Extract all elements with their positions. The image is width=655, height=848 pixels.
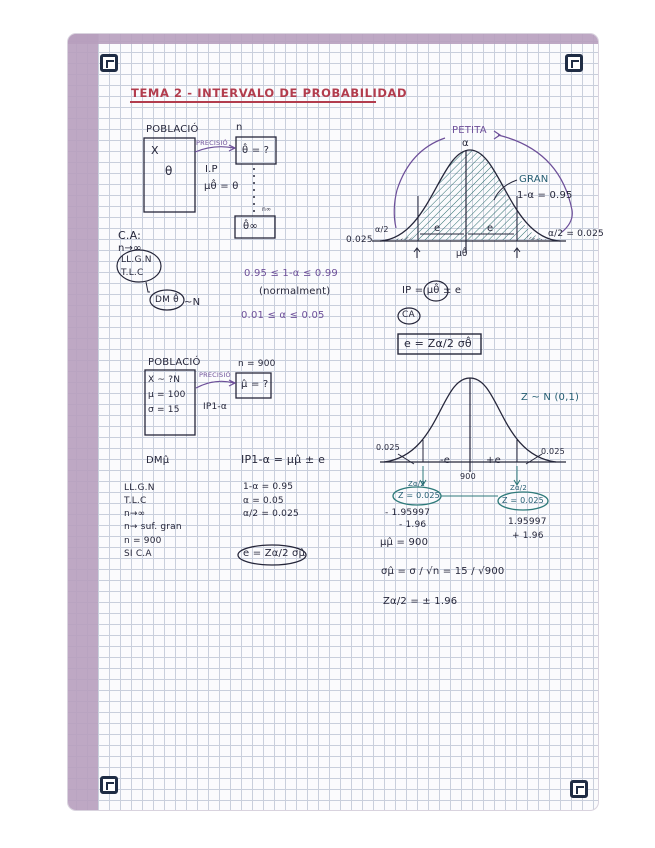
mu-label: μθ̂ xyxy=(456,249,468,259)
ip-formula-2: IP1-α = μμ̂ ± e xyxy=(241,453,326,466)
n-to-infinity: n→∞ xyxy=(118,243,142,254)
confidence-range: 0.95 ≤ 1-α ≤ 0.99 xyxy=(244,268,338,279)
alpha-half-left: α/2 xyxy=(375,225,389,234)
sample-size-900: n = 900 xyxy=(238,359,276,369)
population-theta: θ xyxy=(165,164,173,178)
left-z-value-2: - 1.96 xyxy=(399,520,427,530)
z-alpha-half-left: Zα/2 xyxy=(408,480,426,488)
sigma-formula: σμ̂ = σ / √n = 15 / √900 xyxy=(381,566,505,577)
z-distribution: Z ~ N (0,1) xyxy=(521,392,580,403)
x-distribution: X ~ ?N xyxy=(148,375,181,385)
normalment-note: (normalment) xyxy=(259,286,331,297)
right-z-value-2: + 1.96 xyxy=(512,531,544,541)
plus-e: +e xyxy=(486,455,501,466)
theta-infinity: θ̂∞ xyxy=(243,221,258,232)
ca-oval-label: CA xyxy=(402,310,415,320)
left-tail-0025: 0.025 xyxy=(376,443,400,452)
dm-theta-hat: DM θ̂ xyxy=(155,295,179,305)
population-x: X xyxy=(151,144,159,157)
ip-1-alpha: IP1-α xyxy=(203,402,227,412)
petita-label: PETITA xyxy=(452,125,487,136)
e-right: e xyxy=(487,223,494,234)
theta-hat-unknown: θ̂ = ? xyxy=(242,145,270,156)
center-900: 900 xyxy=(460,472,476,481)
left-tail-value: 0.025 xyxy=(346,235,373,245)
mu-100: μ = 100 xyxy=(148,390,186,400)
ip-label: I.P xyxy=(205,164,218,175)
llgn-label: LL.G.N xyxy=(121,255,152,265)
right-tail-value: α/2 = 0.025 xyxy=(548,229,604,239)
mu-hat-unknown: μ̂ = ? xyxy=(241,379,269,390)
n-infinity-label: n∞ xyxy=(262,206,272,213)
precisio-label: PRECISIÓ xyxy=(196,139,228,147)
sigma-15: σ = 15 xyxy=(148,405,180,415)
mu-theta-hat: μθ̂ = θ xyxy=(204,181,239,192)
poblacio-label: POBLACIÓ xyxy=(146,124,199,135)
ip-formula: IP = μθ̂ ± e xyxy=(402,285,462,296)
minus-e: -e xyxy=(440,455,451,466)
dm-mu-hat: DMμ̂ xyxy=(146,455,170,466)
left-z-value-1: - 1.95997 xyxy=(385,508,431,518)
alpha-label: α xyxy=(462,138,469,149)
e-formula-oval: e = Zα/2 σμ̂ xyxy=(243,548,306,559)
alpha-range: 0.01 ≤ α ≤ 0.05 xyxy=(241,310,325,321)
gran-label: GRAN xyxy=(519,174,549,185)
ca-label: C.A: xyxy=(118,229,142,242)
z-alpha-half-right: Zα/2 xyxy=(510,484,528,492)
list-n-suf-gran: n→ suf. gran xyxy=(124,522,182,532)
list-si-ca: SI C.A xyxy=(124,549,152,559)
tlc-label: T.L.C xyxy=(121,268,144,278)
list-tlc: T.L.C xyxy=(124,496,147,506)
z-right-value: Z = 0.025 xyxy=(502,496,544,505)
confidence-095: 1-α = 0.95 xyxy=(243,482,294,492)
precisio-label-2: PRECISIÓ xyxy=(199,371,231,379)
right-z-value-1: 1.95997 xyxy=(508,517,547,527)
list-n-900: n = 900 xyxy=(124,536,162,546)
alpha-half-0025: α/2 = 0.025 xyxy=(243,509,299,519)
list-n-infinity: n→∞ xyxy=(124,509,146,519)
z-left-value: Z = 0.025 xyxy=(398,491,440,500)
approx-normal: ~N xyxy=(184,297,201,308)
e-left: e xyxy=(434,223,441,234)
list-llgn: LL.G.N xyxy=(124,483,155,493)
page-title: TEMA 2 - INTERVALO DE PROBABILIDAD xyxy=(131,86,408,100)
poblacio-label-2: POBLACIÓ xyxy=(148,357,201,368)
alpha-005: α = 0.05 xyxy=(243,496,284,506)
one-minus-alpha: 1-α = 0.95 xyxy=(517,190,573,201)
sample-size-n: n xyxy=(236,122,243,133)
z-final: Zα/2 = ± 1.96 xyxy=(383,596,458,607)
right-tail-0025: 0.025 xyxy=(541,447,565,456)
mu-900: μμ̂ = 900 xyxy=(380,537,429,548)
e-formula-boxed: e = Zα/2 σθ̂ xyxy=(404,337,472,350)
